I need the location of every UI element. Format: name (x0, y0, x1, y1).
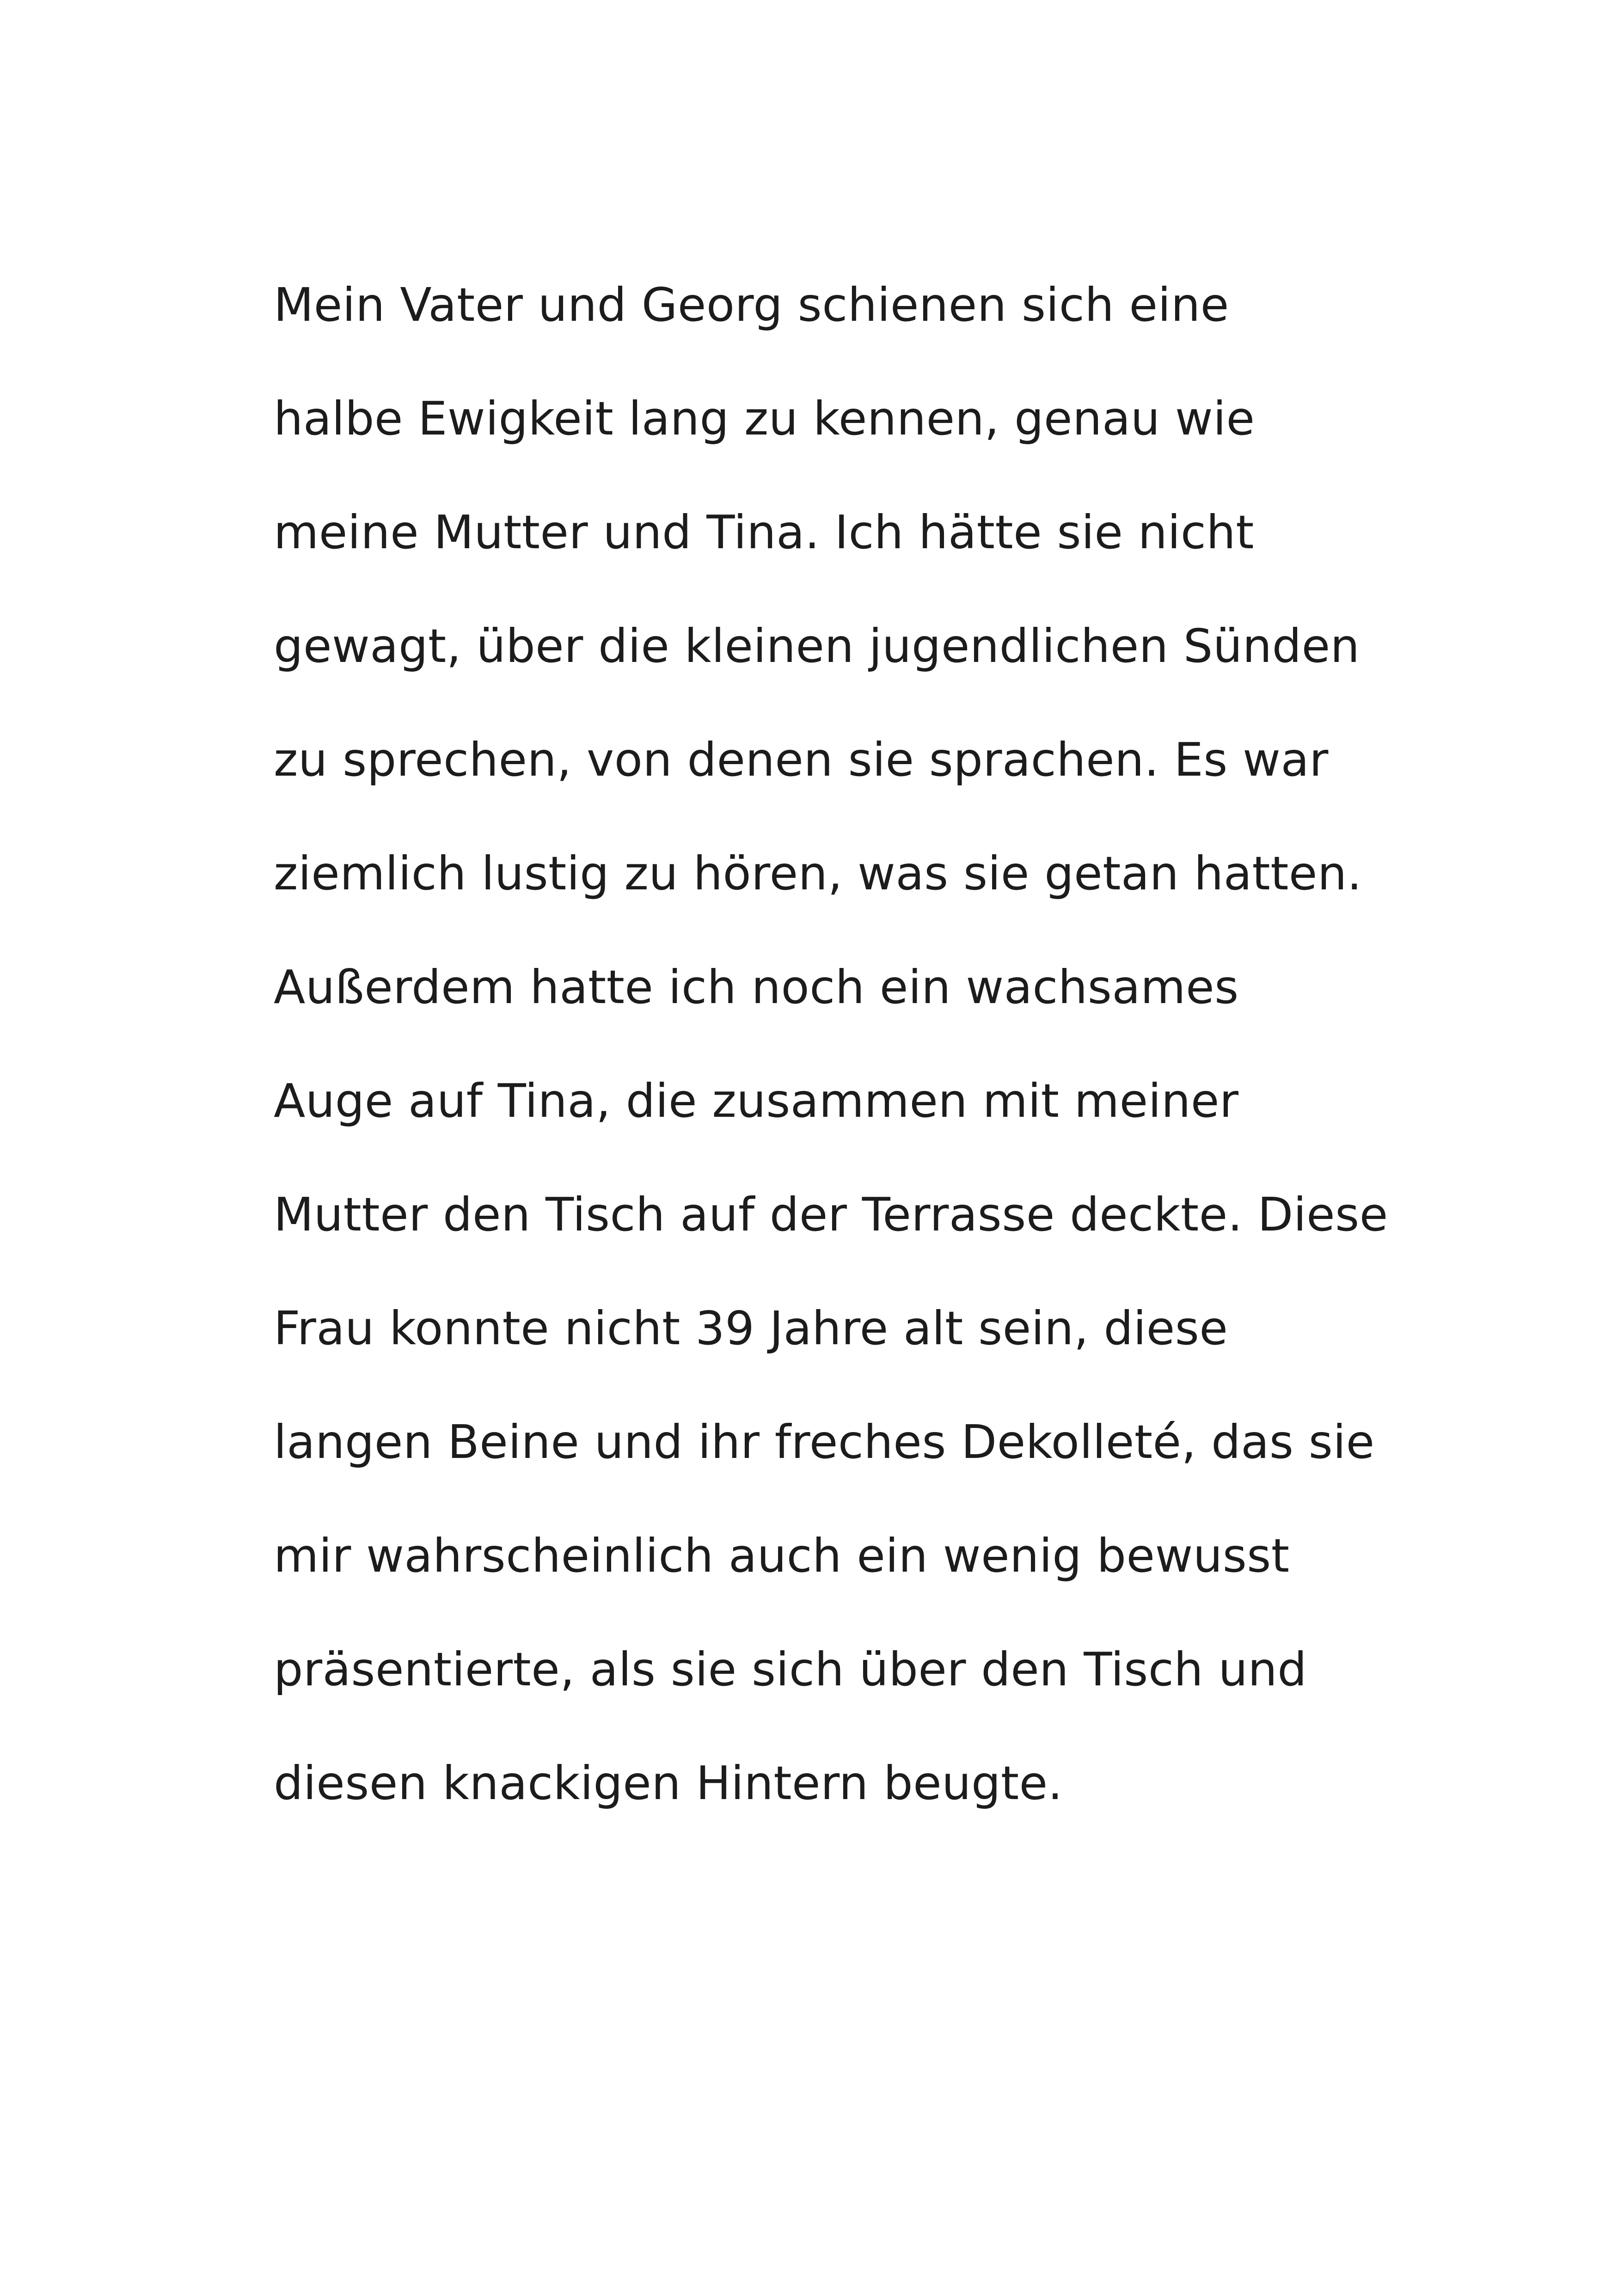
text-line-11: langen Beine und ihr freches Dekolleté, das sie (274, 1415, 1375, 1469)
text-line-13: präsentierte, als sie sich über den Tisch und (274, 1642, 1307, 1696)
text-line-9: Mutter den Tisch auf der Terrasse deckte. Diese (274, 1188, 1388, 1242)
text-line-7: Außerdem hatte ich noch ein wachsames (274, 960, 1239, 1014)
text-line-4: gewagt, über die kleinen jugendlichen Sünden (274, 619, 1360, 673)
text-line-3: meine Mutter und Tina. Ich hätte sie nicht (274, 505, 1254, 559)
text-line-8: Auge auf Tina, die zusammen mit meiner (274, 1074, 1239, 1128)
text-line-2: halbe Ewigkeit lang zu kennen, genau wie (274, 392, 1255, 446)
text-line-6: ziemlich lustig zu hören, was sie getan hatten. (274, 846, 1362, 900)
text-line-14: diesen knackigen Hintern beugte. (274, 1756, 1063, 1810)
text-line-1: Mein Vater und Georg schienen sich eine (274, 278, 1229, 332)
text-line-12: mir wahrscheinlich auch ein wenig bewusst (274, 1529, 1290, 1583)
text-line-5: zu sprechen, von denen sie sprachen. Es war (274, 733, 1329, 787)
text-line-10: Frau konnte nicht 39 Jahre alt sein, diese (274, 1301, 1228, 1355)
